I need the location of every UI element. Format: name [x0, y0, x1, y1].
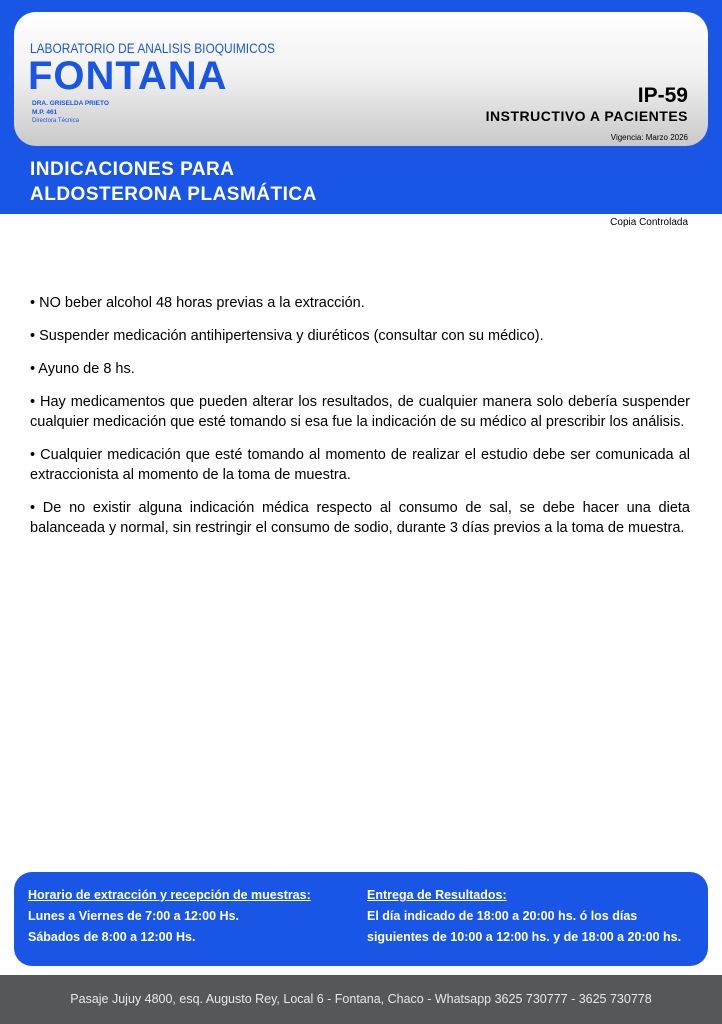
info-panel: [14, 872, 708, 966]
lab-logo-name: FONTANA: [28, 54, 228, 98]
lab-subtitle: LABORATORIO DE ANALISIS BIOQUIMICOS: [30, 40, 275, 56]
header-panel: [14, 12, 708, 146]
schedule-weekdays: Lunes a Viernes de 7:00 a 12:00 Hs.: [28, 909, 239, 923]
page-title-line1: INDICACIONES PARA: [30, 159, 235, 180]
results-block: [367, 885, 681, 948]
instruction-item: • NO beber alcohol 48 horas previas a la extracción.: [30, 295, 365, 311]
validity-date: Vigencia: Marzo 2026: [610, 133, 688, 142]
instruction-item: • Hay medicamentos que pueden alterar los resultados, de cualquier manera solo debería suspender cualquier medicación que esté tomando si esa fue la indicación de su médico al prescribir los análisis.: [30, 394, 690, 430]
document-code: IP-59: [637, 84, 688, 107]
instruction-item: • Ayuno de 8 hs.: [30, 361, 135, 377]
director-name: DRA. GRISELDA PRIETO: [32, 100, 109, 107]
director-mp: M.P. 461: [32, 109, 58, 116]
instruction-item: • Cualquier medicación que esté tomando al momento de realizar el estudio debe ser comunicada al extraccionista al momento de la toma de muestra.: [30, 447, 690, 483]
document-type: INSTRUCTIVO A PACIENTES: [485, 108, 688, 124]
page-title-line2: ALDOSTERONA PLASMÁTICA: [30, 184, 317, 205]
instruction-item: • De no existir alguna indicación médica respecto al consumo de sal, se debe hacer una dieta balanceada y normal, sin restringir el consumo de sodio, durante 3 días previos a la toma de muestra.: [30, 500, 690, 536]
schedule-heading: Horario de extracción y recepción de muestras:: [28, 888, 311, 902]
results-line2: siguientes de 10:00 a 12:00 hs. y de 18:00 a 20:00 hs.: [367, 930, 682, 944]
results-heading: Entrega de Resultados:: [367, 888, 507, 902]
instruction-item: • Suspender medicación antihipertensiva y diuréticos (consultar con su médico).: [30, 328, 544, 344]
page-title: [30, 157, 317, 207]
instructions-list: [30, 293, 690, 551]
schedule-saturday: Sábados de 8:00 a 12:00 Hs.: [28, 930, 196, 944]
footer-address: Pasaje Jujuy 4800, esq. Augusto Rey, Local 6 - Fontana, Chaco - Whatsapp 3625 730777 - 3625 730778: [0, 975, 722, 1024]
schedule-block: [28, 885, 311, 948]
results-line1: El día indicado de 18:00 a 20:00 hs. ó los días: [367, 909, 638, 923]
controlled-copy-label: Copia Controlada: [610, 217, 688, 228]
director-role: Directora Técnica: [32, 118, 79, 124]
